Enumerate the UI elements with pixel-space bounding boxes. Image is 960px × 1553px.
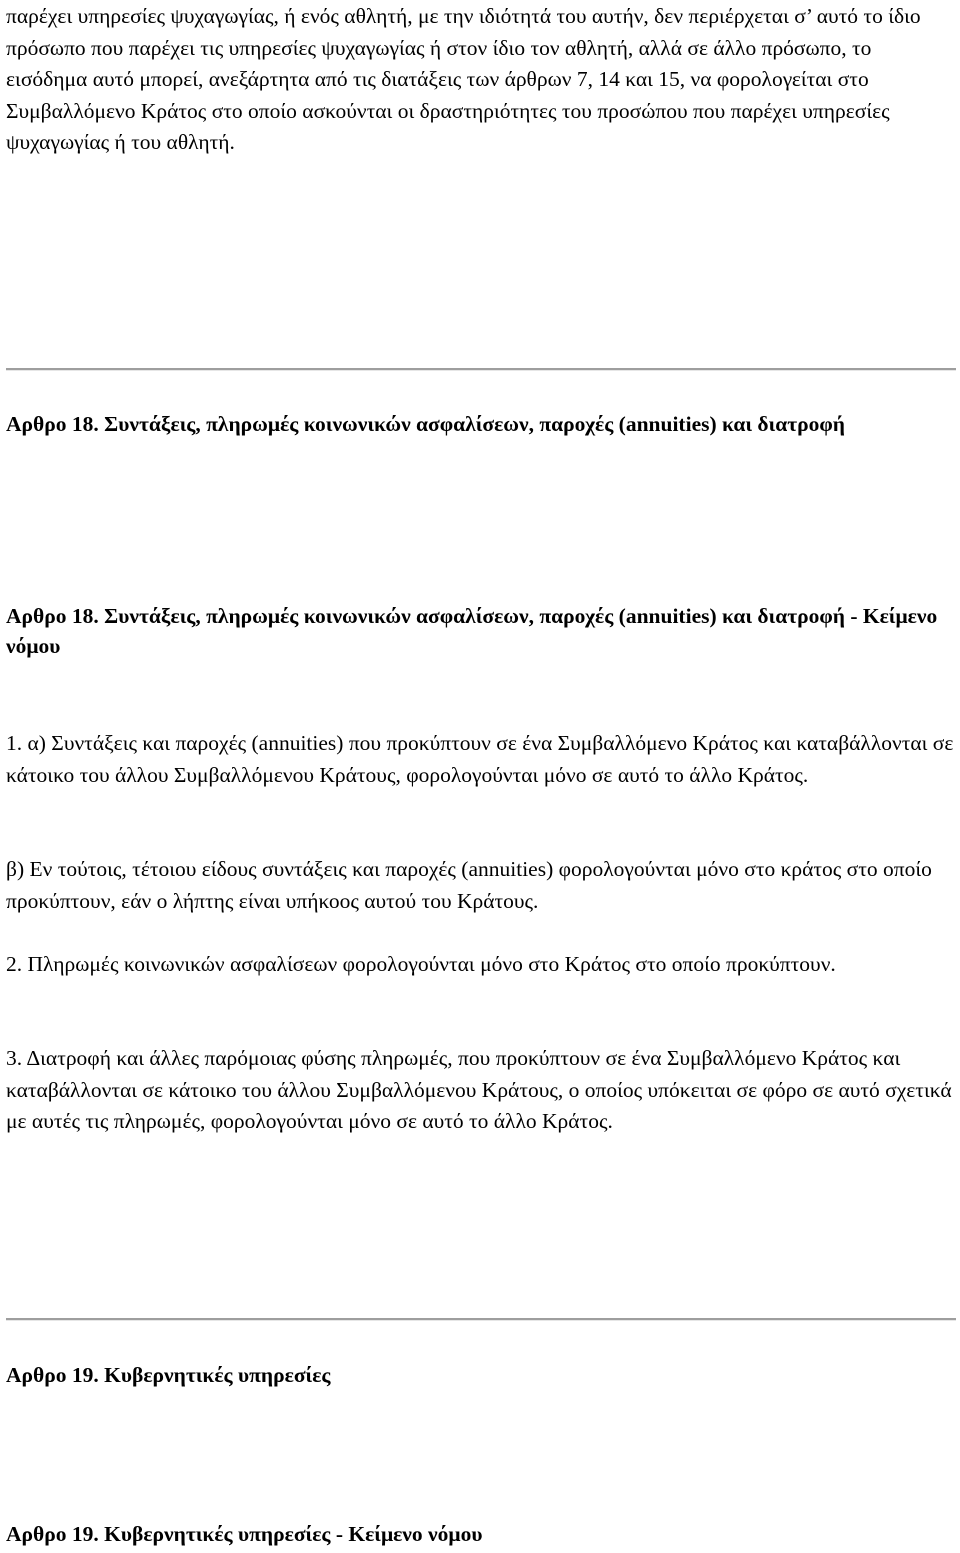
article-18-paragraph-1a: 1. α) Συντάξεις και παροχές (annuities) που προκύπτουν σε ένα Συμβαλλόμενο Κράτος και καταβάλλονται σε κάτοικο του άλλου Συμβαλλόμενου Κράτους, φορολογούνται μόνο σε αυτό το άλλο Κράτος. — [6, 731, 954, 787]
article-18-heading: Αρθρο 18. Συντάξεις, πληρωμές κοινωνικών ασφαλίσεων, παροχές (annuities) και διατροφή — [6, 412, 845, 436]
article-19-text-heading: Αρθρο 19. Κυβερνητικές υπηρεσίες - Κείμενο νόμου — [6, 1522, 483, 1546]
section-divider — [6, 368, 956, 371]
section-divider — [6, 1318, 956, 1321]
article-19-heading: Αρθρο 19. Κυβερνητικές υπηρεσίες — [6, 1363, 331, 1387]
intro-paragraph: παρέχει υπηρεσίες ψυχαγωγίας, ή ενός αθλητή, με την ιδιότητά του αυτήν, δεν περιέρχεται σ’ αυτό το ίδιο πρόσωπο που παρέχει τις υπηρεσίες ψυχαγωγίας ή στον ίδιο τον αθλητή, αλλά σε άλλο πρόσωπο, το εισόδημα αυτό μπορεί, ανεξάρτητα από τις διατάξεις των άρθρων 7, 14 και 15, να φορολογείται στο Συμβαλλόμενο Κράτος στο οποίο ασκούνται οι δραστηριότητες του προσώπου που παρέχει υπηρεσίες ψυχαγωγίας ή του αθλητή. — [6, 4, 921, 155]
article-18-paragraph-3: 3. Διατροφή και άλλες παρόμοιας φύσης πληρωμές, που προκύπτουν σε ένα Συμβαλλόμενο Κράτος και καταβάλλονται σε κάτοικο του άλλου Συμβαλλόμενου Κράτους, ο οποίος υπόκειται σε φόρο σε αυτό σχετικά με αυτές τις πληρωμές, φορολογούνται μόνο σε αυτό το άλλο Κράτος. — [6, 1046, 952, 1134]
article-18-paragraph-2: 2. Πληρωμές κοινωνικών ασφαλίσεων φορολογούνται μόνο στο Κράτος στο οποίο προκύπτουν. — [6, 952, 836, 976]
article-18-text-heading: Αρθρο 18. Συντάξεις, πληρωμές κοινωνικών ασφαλίσεων, παροχές (annuities) και διατροφή - Κείμενο νόμου — [6, 604, 938, 658]
article-18-paragraph-1b: β) Εν τούτοις, τέτοιου είδους συντάξεις και παροχές (annuities) φορολογούνται μόνο στο κράτος στο οποίο προκύπτουν, εάν ο λήπτης είναι υπήκοος αυτού του Κράτους. — [6, 857, 932, 913]
